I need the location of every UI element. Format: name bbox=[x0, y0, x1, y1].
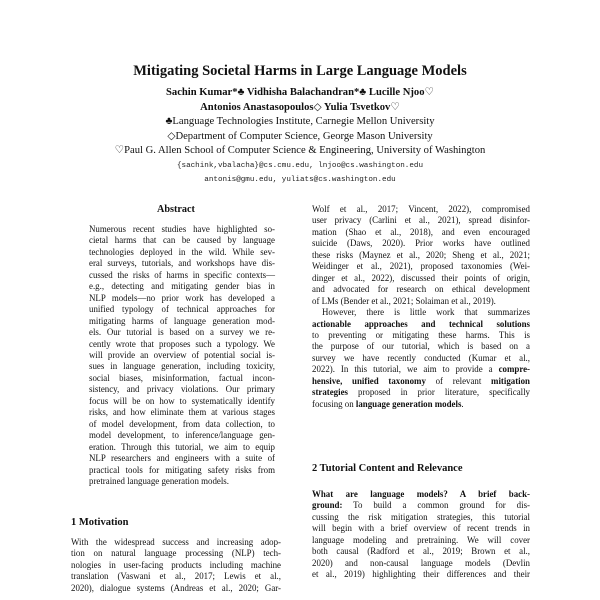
abstract-line: pretrained language generation models. bbox=[89, 475, 229, 486]
abstract-line: cietal harms that can be caused by language bbox=[89, 235, 275, 246]
body-line: suicide (Daws, 2020). Prior works have outlined bbox=[312, 238, 530, 249]
abstract-line: eration. Through this tutorial, we aim to equip bbox=[89, 441, 275, 452]
body-line: With the widespread success and increasing adop- bbox=[71, 537, 281, 547]
affiliation-gmu: ◇Department of Computer Science, George Mason University bbox=[167, 131, 433, 142]
section-2-body bbox=[312, 489, 530, 581]
body-line: Wolf et al., 2017; Vincent, 2022), compromised bbox=[312, 204, 530, 214]
abstract-line: cently wrote that proposes such a typology. We bbox=[89, 338, 275, 349]
body-line: these risks (Maynez et al., 2020; Sheng et al., 2021; bbox=[312, 249, 530, 260]
text-run: 2022). In this tutorial, we aim to provide a bbox=[312, 364, 499, 375]
body-line: et al., 2019) highlighting their differences and their bbox=[312, 569, 530, 580]
body-line bbox=[312, 489, 530, 500]
abstract-line: technologies deployed in the wild. While sev- bbox=[89, 246, 275, 257]
body-line: both causal (Radford et al., 2019; Brown et al., bbox=[312, 546, 530, 557]
abstract-line: els. Our tutorial is based on a survey we re- bbox=[89, 327, 275, 338]
body-line bbox=[312, 376, 530, 387]
bold-phrase: What are language models? A brief back- bbox=[312, 489, 530, 499]
abstract-line: e.g., detecting and mitigating gender bias in bbox=[89, 281, 275, 292]
affiliation-cmu: ♣Language Technologies Institute, Carnegie Mellon University bbox=[165, 116, 435, 127]
abstract-line: NLP models—no prior work has developed a bbox=[89, 292, 275, 303]
affiliation-uw: ♡Paul G. Allen School of Computer Science & Engineering, University of Washington bbox=[114, 145, 486, 156]
abstract-line: model development, to inference/language gen- bbox=[89, 430, 275, 441]
bold-phrase: mitigation bbox=[491, 375, 530, 386]
abstract-heading: Abstract bbox=[157, 204, 195, 215]
abstract-line: eral surveys, tutorials, and workshops have dis- bbox=[89, 258, 275, 269]
abstract-line: cussed the risks of harms in specific contexts— bbox=[89, 269, 275, 280]
authors-line-1: Sachin Kumar*♣ Vidhisha Balachandran*♣ Lucille Njoo♡ bbox=[166, 87, 434, 98]
abstract-line: of model development, from data collection, to bbox=[89, 418, 275, 429]
body-line: Weidinger et al., 2021), proposed taxonomies (Wei- bbox=[312, 261, 530, 272]
body-line: translation (Vaswani et al., 2017; Lewis et al., bbox=[71, 571, 281, 582]
abstract-line: social biases, misinformation, factual incon- bbox=[89, 372, 275, 383]
body-line bbox=[312, 399, 530, 410]
body-line: user privacy (Carlini et al., 2021), spread disinfor- bbox=[312, 215, 530, 226]
bold-phrase: actionable approaches and technical solutions bbox=[312, 318, 530, 329]
text-run: focusing on bbox=[312, 398, 356, 409]
body-line bbox=[312, 387, 530, 398]
body-line: dinger et al., 2022), discussed their points of origin, bbox=[312, 272, 530, 283]
body-line: of LMs (Bender et al., 2021; Solaiman et al., 2019). bbox=[312, 295, 496, 306]
body-line: the purpose of our tutorial, which is based on a bbox=[312, 341, 530, 352]
body-line bbox=[312, 500, 530, 511]
body-line: cussing the risk mitigation strategies, this tutorial bbox=[312, 511, 530, 522]
text-run: proposed in prior literature, specifically bbox=[347, 387, 530, 398]
body-line: nologies in user-facing products including machine bbox=[71, 559, 281, 570]
abstract-line: sues in language generation, including toxicity, bbox=[89, 361, 275, 372]
abstract-line: practical tools for mitigating safety risks from bbox=[89, 464, 275, 475]
bold-phrase: compre- bbox=[498, 364, 530, 375]
body-line: 2020), dialogue systems (Andreas et al., 2020; Gar- bbox=[71, 582, 281, 593]
body-line: language modeling and pretraining. We will cover bbox=[312, 534, 530, 545]
body-line: tion on natural language processing (NLP) tech- bbox=[71, 548, 281, 559]
abstract-line: unified typology of technical approaches for bbox=[89, 304, 275, 315]
right-column bbox=[312, 204, 530, 410]
body-line: will begin with a brief overview of recent trends in bbox=[312, 523, 530, 534]
email-line-1: {sachink,vbalacha}@cs.cmu.edu, lnjoo@cs.washington.edu bbox=[176, 162, 424, 170]
abstract-line: will provide an overview of potential social is- bbox=[89, 349, 275, 360]
body-line bbox=[312, 364, 530, 375]
body-line: 2020) and non-causal language models (Devlin bbox=[312, 557, 530, 568]
abstract-line: risks, and how eliminate them at various stages bbox=[89, 407, 275, 418]
text-run: . bbox=[461, 398, 464, 409]
email-line-2: antonis@gmu.edu, yuliats@cs.washington.edu bbox=[204, 176, 396, 184]
bold-phrase: language generation models bbox=[355, 398, 462, 409]
bold-phrase: ground: bbox=[312, 500, 343, 511]
abstract-line: sistency, and privacy violations. Our primary bbox=[89, 384, 275, 395]
body-line bbox=[312, 319, 530, 330]
abstract-line: focus will be on how to systematically identify bbox=[89, 395, 275, 406]
paper-title: Mitigating Societal Harms in Large Language Models bbox=[133, 63, 467, 79]
text-run: of relevant bbox=[425, 375, 492, 386]
abstract-line: Numerous recent studies have highlighted so- bbox=[89, 224, 275, 234]
section-2-heading: 2 Tutorial Content and Relevance bbox=[312, 463, 463, 474]
text-run: To build a common ground for dis- bbox=[342, 500, 530, 511]
body-line: and advocated for research on ethical development bbox=[312, 284, 530, 295]
body-line: survey we have recently conducted (Kumar et al., bbox=[312, 352, 530, 363]
body-line: mation (Shao et al., 2018), and even encouraged bbox=[312, 226, 530, 237]
bold-phrase: hensive, unified taxonomy bbox=[312, 375, 426, 386]
abstract-body bbox=[89, 224, 275, 487]
section-1-heading: 1 Motivation bbox=[71, 517, 129, 528]
abstract-line: mitigating harms of language generation mod- bbox=[89, 315, 275, 326]
authors-line-2: Antonios Anastasopoulos◇ Yulia Tsvetkov♡ bbox=[200, 102, 400, 113]
bold-phrase: strategies bbox=[312, 387, 348, 398]
abstract-line: NLP researchers and engineers with a suite of bbox=[89, 453, 275, 464]
body-line: to preventing or mitigating these harms. This is bbox=[312, 329, 530, 340]
body-line: However, there is little work that summarizes bbox=[322, 307, 530, 318]
section-1-body bbox=[71, 537, 281, 594]
